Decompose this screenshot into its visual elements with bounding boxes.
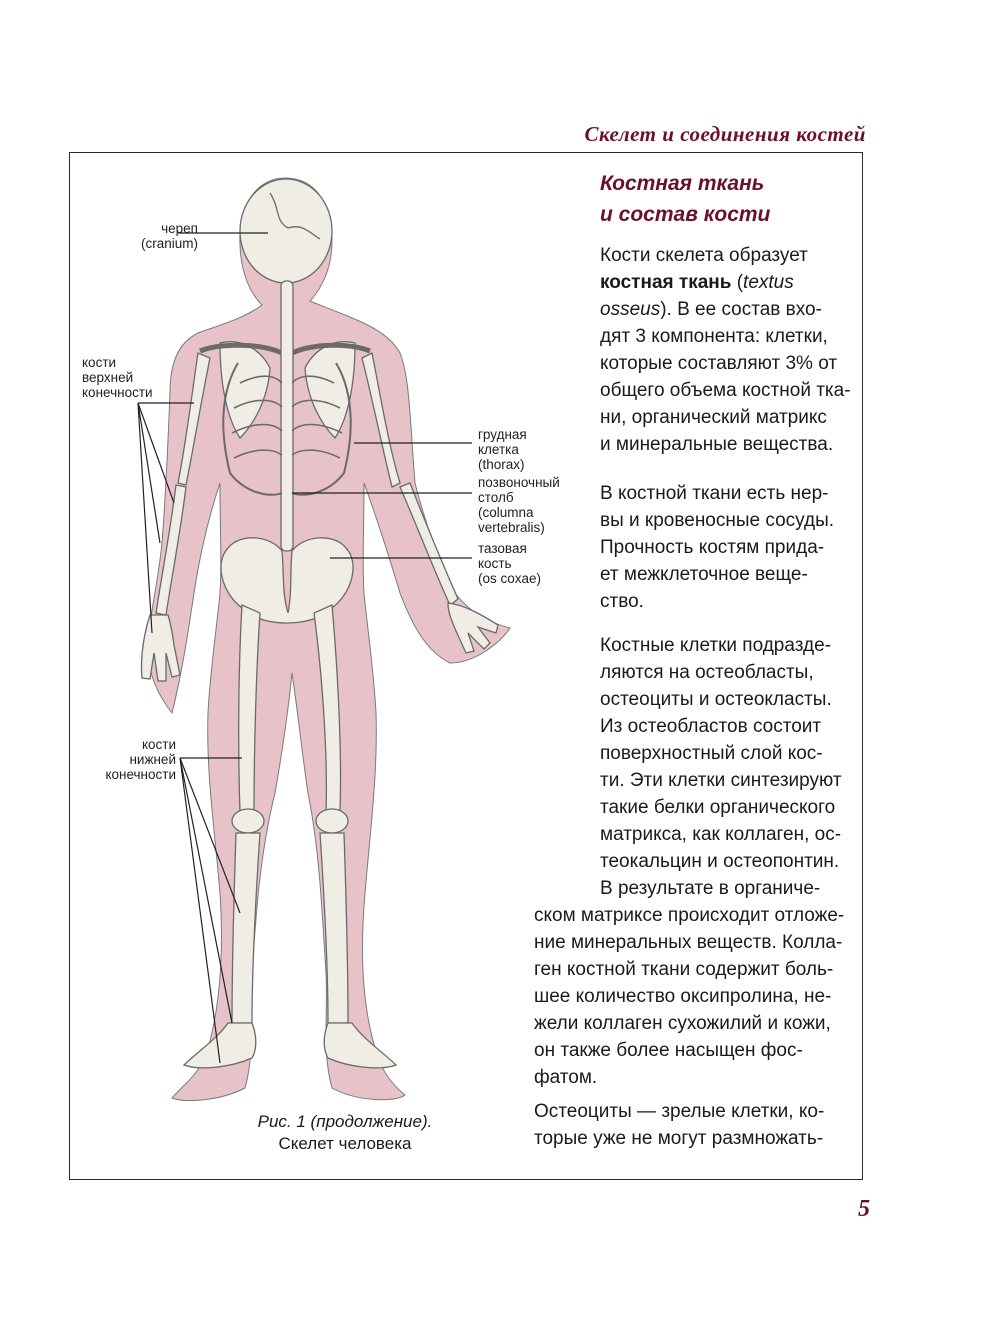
paragraph-1: Кости скелета образует костная ткань (textus osseus). В ее состав вхо- дят 3 компонента: клетки, которые составляют 3% от общего объема костной тка- ни, органический матрикс и минеральные вещества.	[600, 245, 851, 455]
label-thorax: грудная клетка (thorax)	[478, 427, 527, 472]
figure-caption: Рис. 1 (продолжение). Скелет человека	[257, 1112, 433, 1153]
label-spine: позвоночный столб (columna vertebralis)	[478, 475, 560, 535]
paragraph-4: Остеоциты — зрелые клетки, ко- торые уже не могут размножать-	[534, 1101, 825, 1149]
page-number: 5	[858, 1196, 870, 1222]
label-pelvis: тазовая кость (os coxae)	[478, 541, 542, 586]
label-cranium: череп (cranium)	[140, 221, 198, 251]
spine	[281, 281, 293, 551]
running-head: Скелет и соединения костей	[584, 122, 866, 146]
label-lower-limb: кости нижней конечности	[105, 737, 176, 782]
paragraph-3-continued: В результате в органиче- ском матриксе происходит отложе- ние минеральных веществ. Колла- ген костной ткани содержит боль- шее количество оксипролина, не- жели коллаген сухожилий и кожи, он также более насыщен фос- фатом.	[534, 878, 845, 1088]
section-heading: Костная ткань и состав кости	[600, 172, 771, 226]
skull	[240, 179, 332, 283]
skeleton-illustration	[70, 153, 590, 1179]
paragraph-2: В костной ткани есть нер- вы и кровеносные сосуды. Прочность костям прида- ет межклеточное веще- ство.	[600, 483, 835, 612]
skeleton-figure	[70, 153, 590, 1179]
label-upper-limb: кости верхней конечности	[82, 355, 153, 400]
left-tibia	[232, 833, 260, 1023]
paragraph-3: Костные клетки подразде- ляются на остеобласты, остеоциты и остеокласты. Из остеобластов состоит поверхностный слой кос- ти. Эти клетки синтезируют такие белки органического матрикса, как коллаген, ос- теокальцин и остеопонтин.	[600, 635, 842, 872]
